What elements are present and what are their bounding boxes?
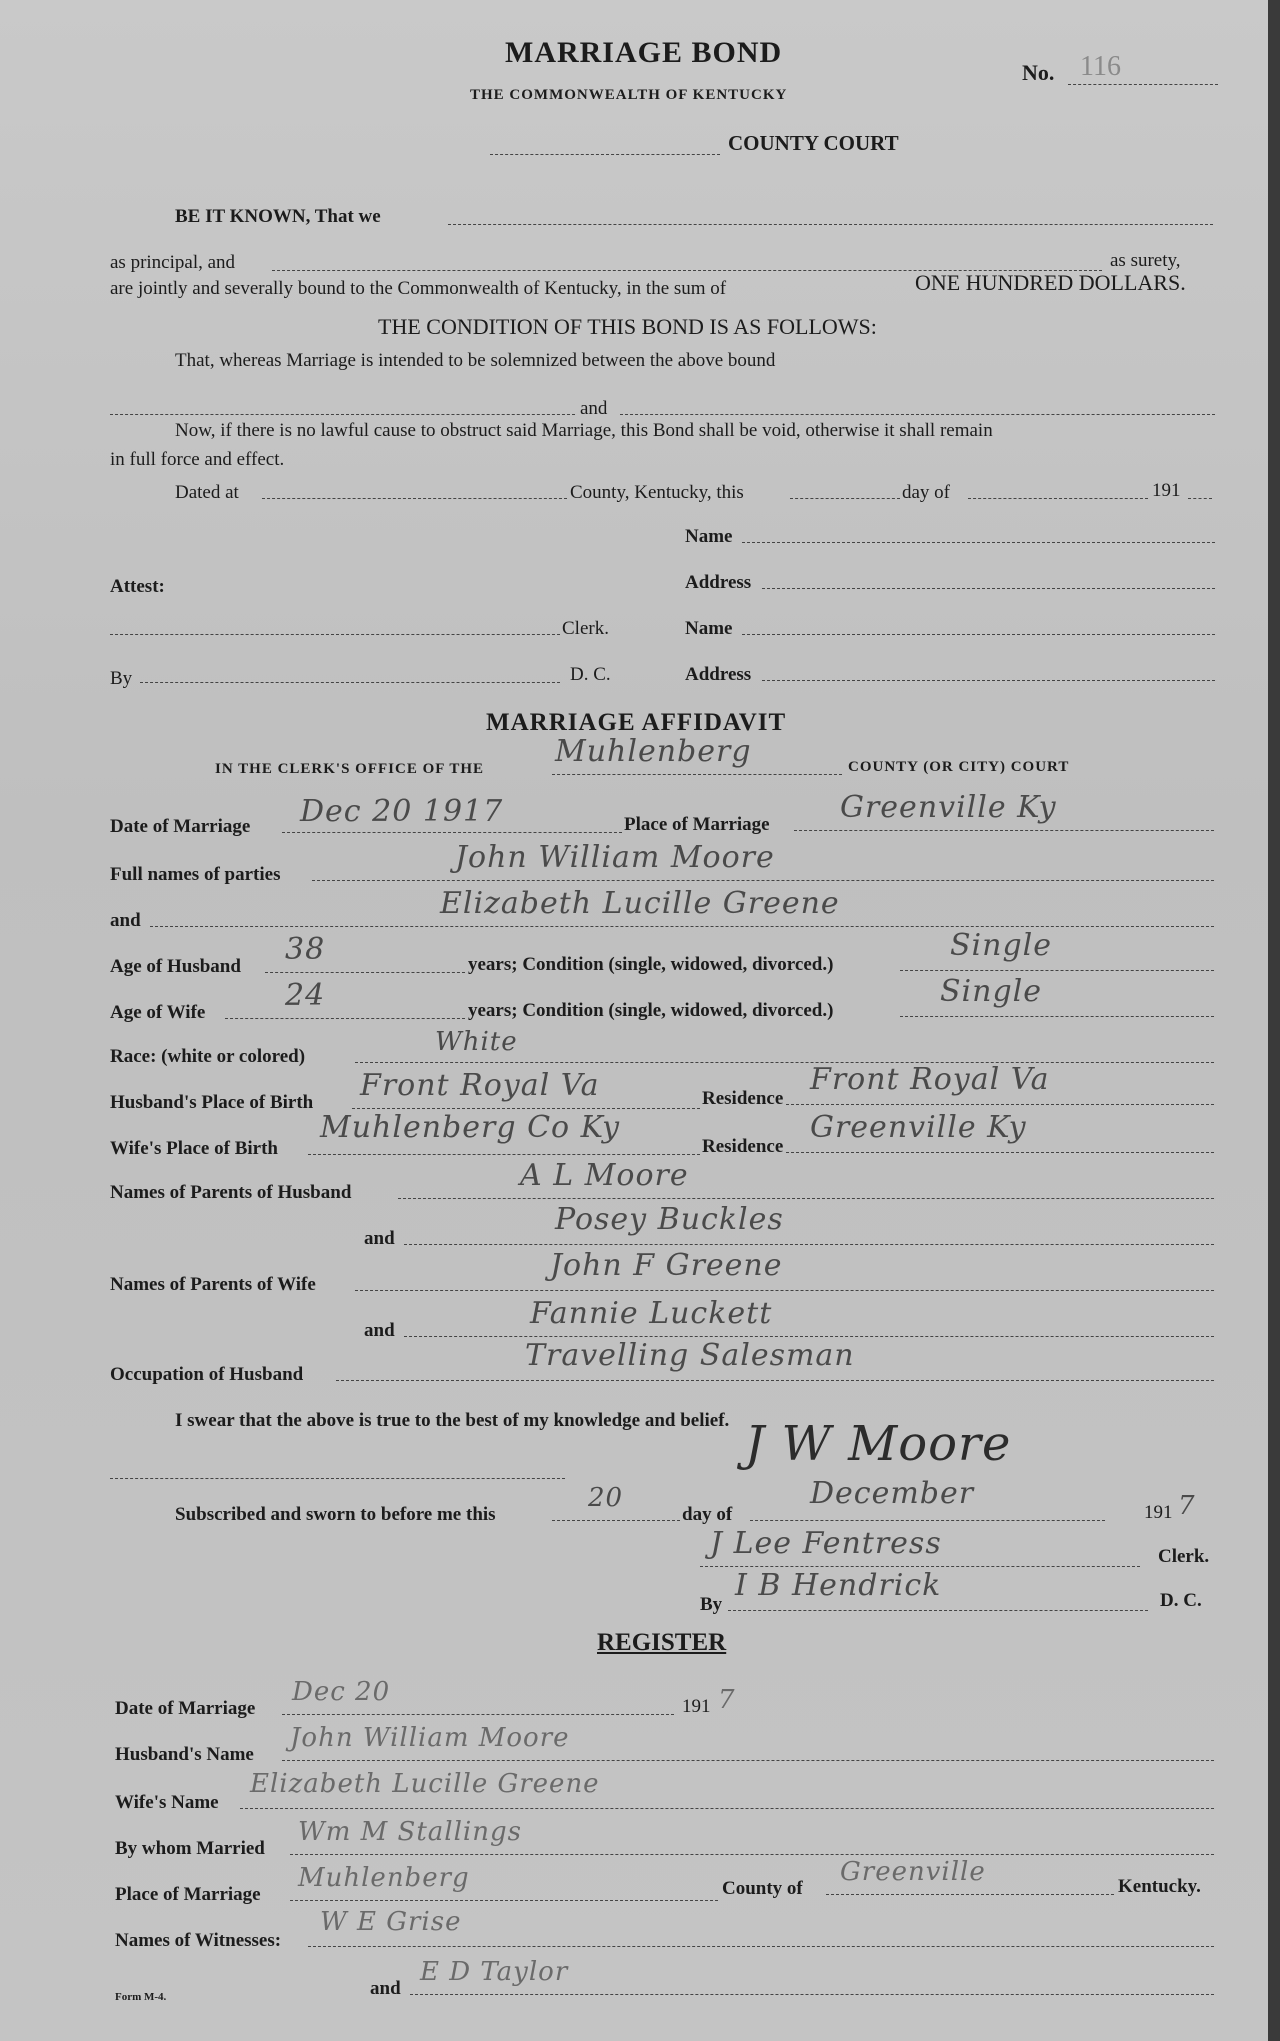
register-witness2: E D Taylor <box>420 1957 569 1987</box>
affiant-line <box>110 1478 565 1479</box>
race-value: White <box>435 1027 518 1057</box>
dated-at-label: Dated at <box>175 482 239 503</box>
husband-mother-line <box>404 1244 1214 1245</box>
full-force-text: in full force and effect. <box>110 449 285 470</box>
bond-amount: ONE HUNDRED DOLLARS. <box>915 270 1186 295</box>
surety-address-line <box>762 588 1215 589</box>
attest-label: Attest: <box>110 576 165 597</box>
bond-number-value: 116 <box>1080 51 1121 82</box>
by-line <box>140 682 560 683</box>
wife-father-line <box>355 1290 1214 1291</box>
subscribed-label: Subscribed and sworn to before me this <box>175 1504 496 1525</box>
place-of-marriage-label: Place of Marriage <box>624 814 770 835</box>
principal-address-line <box>762 680 1215 681</box>
wife-condition-line <box>900 1016 1214 1017</box>
jointly-bound-text: are jointly and severally bound to the Commonwealth of Kentucky, in the sum of <box>110 278 727 299</box>
register-year-prefix: 191 <box>682 1696 711 1717</box>
affidavit-county: Muhlenberg <box>555 734 752 769</box>
age-husband-value: 38 <box>285 932 326 967</box>
scan-edge <box>1268 0 1280 2041</box>
sworn-year-prefix: 191 <box>1144 1502 1173 1523</box>
occupation-label: Occupation of Husband <box>110 1364 304 1385</box>
husband-father: A L Moore <box>520 1158 689 1193</box>
affidavit-title: MARRIAGE AFFIDAVIT <box>486 709 787 736</box>
full-names-label: Full names of parties <box>110 864 281 885</box>
wife-mother-line <box>404 1336 1214 1337</box>
age-wife-label: Age of Wife <box>110 1002 206 1023</box>
dated-at-line <box>262 498 567 499</box>
clerk-line <box>110 634 560 635</box>
husband-name-line <box>312 880 1214 881</box>
husband-mother: Posey Buckles <box>555 1202 784 1237</box>
surety-address-label: Address <box>685 572 752 593</box>
county-line <box>552 774 842 775</box>
day-line <box>790 498 900 499</box>
register-husband-line <box>282 1760 1214 1761</box>
wife-residence-line <box>786 1152 1214 1153</box>
register-witness1-line <box>308 1946 1214 1947</box>
wife-birth-line <box>308 1154 700 1155</box>
county-court-label: COUNTY COURT <box>728 131 899 155</box>
sworn-year-suffix: 7 <box>1178 1491 1196 1521</box>
husband-parents-label: Names of Parents of Husband <box>110 1182 352 1203</box>
husband-full-name: John William Moore <box>455 840 775 875</box>
register-by-whom-label: By whom Married <box>115 1838 265 1859</box>
surety-name-line <box>742 542 1215 543</box>
register-witness2-line <box>410 1994 1214 1995</box>
register-date-line <box>282 1714 674 1715</box>
as-surety-label: as surety, <box>1110 250 1181 271</box>
husband-parents-and: and <box>364 1228 395 1249</box>
bond-number-label: No. <box>1022 60 1055 85</box>
age-husband-line <box>265 972 465 973</box>
occupation-line <box>336 1380 1214 1381</box>
affidavit-clerk-label: Clerk. <box>1158 1546 1210 1567</box>
husband-residence-value: Front Royal Va <box>810 1062 1050 1097</box>
dc-signature-line <box>728 1610 1148 1611</box>
register-wife-value: Elizabeth Lucille Greene <box>250 1769 600 1799</box>
principal-name-label: Name <box>685 618 733 639</box>
sworn-day: 20 <box>588 1483 624 1513</box>
bond-title: MARRIAGE BOND <box>505 36 783 69</box>
wife-mother: Fannie Luckett <box>530 1296 773 1331</box>
register-husband-value: John William Moore <box>290 1723 570 1753</box>
principal-address-label: Address <box>685 664 752 685</box>
husband-residence-line <box>786 1104 1214 1105</box>
dc-label: D. C. <box>570 664 611 685</box>
register-wife-line <box>240 1808 1214 1809</box>
place-of-marriage-value: Greenville Ky <box>840 790 1057 825</box>
register-date-label: Date of Marriage <box>115 1698 256 1719</box>
year-prefix: 191 <box>1152 480 1181 501</box>
wife-full-name: Elizabeth Lucille Greene <box>440 886 840 921</box>
clerk-office-prefix: IN THE CLERK'S OFFICE OF THE <box>215 761 485 777</box>
clerk-label: Clerk. <box>562 618 609 639</box>
register-witnesses-label: Names of Witnesses: <box>115 1930 282 1951</box>
wife-birth-label: Wife's Place of Birth <box>110 1138 278 1159</box>
principal-name-line <box>742 634 1215 635</box>
clerk-signature-line <box>700 1566 1140 1567</box>
affidavit-by-label: By <box>700 1594 723 1615</box>
husband-birth-line <box>352 1108 700 1109</box>
age-husband-label: Age of Husband <box>110 956 241 977</box>
husband-birth-label: Husband's Place of Birth <box>110 1092 314 1113</box>
register-year-suffix: 7 <box>718 1685 736 1715</box>
register-place-value: Muhlenberg <box>298 1863 470 1893</box>
bond-subtitle: THE COMMONWEALTH OF KENTUCKY <box>470 87 788 103</box>
date-of-marriage-label: Date of Marriage <box>110 816 251 837</box>
register-by-whom-value: Wm M Stallings <box>298 1817 522 1847</box>
occupation-value: Travelling Salesman <box>525 1338 855 1373</box>
as-principal-label: as principal, and <box>110 252 236 273</box>
sworn-day-of: day of <box>682 1504 733 1525</box>
condition-heading: THE CONDITION OF THIS BOND IS AS FOLLOWS: <box>378 314 877 339</box>
clerk-signature: J Lee Fentress <box>710 1526 942 1561</box>
husband-birth-value: Front Royal Va <box>360 1068 600 1103</box>
register-witness1: W E Grise <box>320 1907 462 1937</box>
register-county-of: County of <box>722 1878 803 1899</box>
sworn-month-line <box>750 1520 1105 1521</box>
register-place-label: Place of Marriage <box>115 1884 261 1905</box>
and-label: and <box>580 398 608 419</box>
wife-residence-value: Greenville Ky <box>810 1110 1027 1145</box>
husband-condition-value: Single <box>950 928 1053 963</box>
register-by-whom-line <box>290 1854 1214 1855</box>
and-wife-label: and <box>110 910 141 931</box>
date-of-marriage-line <box>282 832 622 833</box>
husband-condition-line <box>900 970 1214 971</box>
race-line <box>355 1062 1214 1063</box>
register-date-value: Dec 20 <box>292 1677 391 1707</box>
register-wife-label: Wife's Name <box>115 1792 219 1813</box>
year-line <box>1188 498 1212 499</box>
wife-condition-label: years; Condition (single, widowed, divorced.) <box>468 1000 834 1021</box>
wife-residence-label: Residence <box>702 1136 784 1157</box>
age-wife-line <box>225 1018 465 1019</box>
by-label: By <box>110 668 133 689</box>
dc-signature: I B Hendrick <box>735 1568 942 1603</box>
affiant-signature: J W Moore <box>745 1416 1012 1472</box>
husband-condition-label: years; Condition (single, widowed, divorced.) <box>468 954 834 975</box>
register-place-line <box>290 1900 718 1901</box>
husband-residence-label: Residence <box>702 1088 784 1109</box>
month-line <box>968 498 1148 499</box>
whereas-text: That, whereas Marriage is intended to be solemnized between the above bound <box>175 350 776 371</box>
bride-line <box>620 414 1215 415</box>
register-husband-label: Husband's Name <box>115 1744 254 1765</box>
principal-line <box>448 224 1213 225</box>
bond-number-line <box>1068 84 1218 85</box>
form-number: Form M-4. <box>115 1991 167 2003</box>
date-of-marriage-value: Dec 20 1917 <box>300 794 504 829</box>
race-label: Race: (white or colored) <box>110 1046 306 1067</box>
lawful-cause-text: Now, if there is no lawful cause to obstruct said Marriage, this Bond shall be void, otherwise it shall remain <box>175 420 993 441</box>
affidavit-dc-label: D. C. <box>1160 1590 1202 1611</box>
wife-parents-label: Names of Parents of Wife <box>110 1274 316 1295</box>
swear-statement: I swear that the above is true to the best of my knowledge and belief. <box>175 1410 730 1431</box>
county-court-line <box>490 154 720 155</box>
county-kentucky-this: County, Kentucky, this <box>570 482 744 503</box>
register-title: REGISTER <box>597 1629 727 1656</box>
wife-name-line <box>150 926 1214 927</box>
age-wife-value: 24 <box>285 978 326 1013</box>
place-of-marriage-line <box>794 830 1214 831</box>
husband-father-line <box>398 1198 1214 1199</box>
day-of-label: day of <box>902 482 951 503</box>
wife-father: John F Greene <box>550 1248 783 1283</box>
wife-parents-and: and <box>364 1320 395 1341</box>
wife-birth-value: Muhlenberg Co Ky <box>320 1110 621 1145</box>
register-kentucky: Kentucky. <box>1118 1876 1201 1897</box>
surety-name-label: Name <box>685 526 733 547</box>
register-witness-and: and <box>370 1978 401 1999</box>
wife-condition-value: Single <box>940 974 1043 1009</box>
be-it-known: BE IT KNOWN, That we <box>175 206 381 227</box>
sworn-day-line <box>552 1520 680 1521</box>
groom-line <box>110 414 575 415</box>
register-county-line <box>826 1894 1114 1895</box>
sworn-month: December <box>810 1476 975 1511</box>
register-county-value: Greenville <box>840 1857 986 1887</box>
clerk-office-suffix: COUNTY (OR CITY) COURT <box>848 759 1070 775</box>
